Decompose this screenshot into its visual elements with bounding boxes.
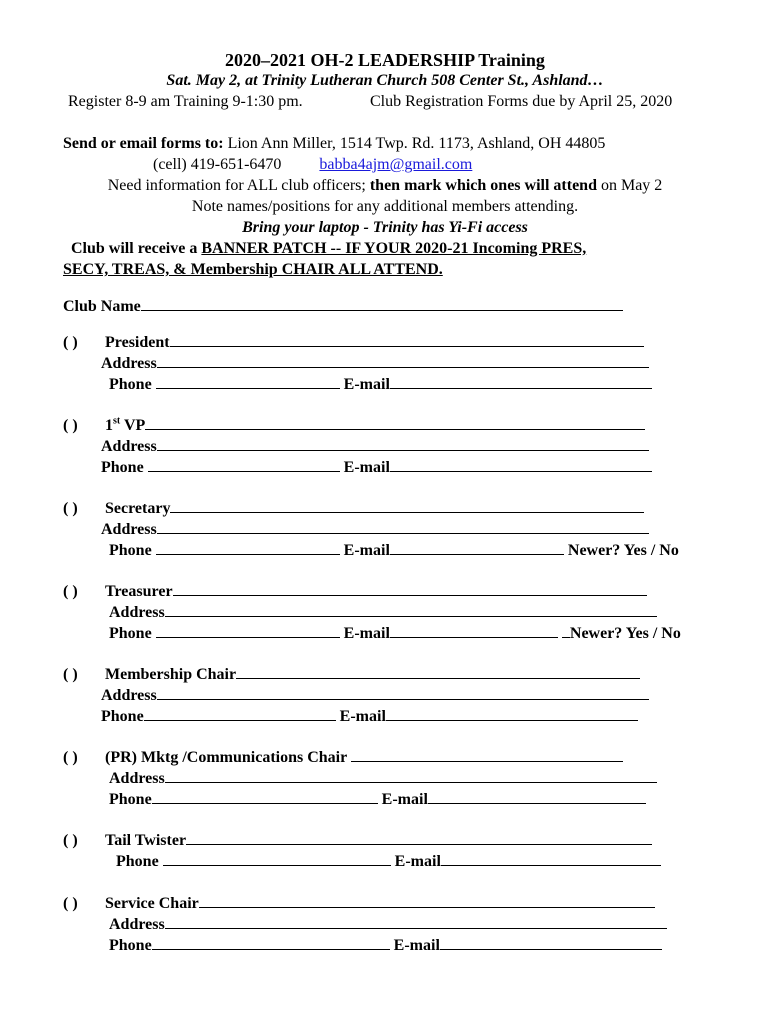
membership-address-field[interactable] [157, 685, 649, 700]
membership-name-field[interactable] [236, 664, 640, 679]
tail-phone-field[interactable] [163, 851, 391, 866]
email-label: E-mail [343, 376, 390, 393]
pr-name-field[interactable] [351, 747, 623, 762]
vp-number: 1 [105, 417, 113, 434]
secretary-row [63, 498, 644, 519]
banner-line-2: SECY, TREAS, & Membership CHAIR ALL ATTEND. [63, 261, 443, 278]
phone-label: Phone [109, 376, 152, 393]
vp-contact-row [101, 457, 652, 478]
membership-phone-field[interactable] [144, 706, 336, 721]
membership-row [63, 664, 640, 685]
secretary-phone-field[interactable] [156, 540, 340, 555]
treasurer-address-field[interactable] [165, 602, 657, 617]
service-checkbox[interactable]: ( ) [63, 895, 78, 912]
service-name-field[interactable] [199, 893, 655, 908]
page-title: 2020–2021 OH-2 LEADERSHIP Training [225, 50, 545, 70]
vp-checkbox[interactable]: ( ) [63, 417, 78, 434]
phone-label: Phone [109, 937, 152, 954]
treasurer-name-field[interactable] [173, 581, 647, 596]
address-label: Address [109, 916, 165, 933]
secretary-label: Secretary [105, 500, 171, 517]
treasurer-label: Treasurer [105, 583, 173, 600]
email-label: E-mail [343, 459, 390, 476]
club-name-row [63, 296, 623, 317]
service-email-field[interactable] [440, 935, 662, 950]
email-label: E-mail [393, 937, 440, 954]
vp-row [63, 415, 645, 436]
address-label: Address [109, 770, 165, 787]
membership-address-row [101, 685, 649, 706]
treasurer-newer-blank[interactable] [562, 623, 570, 638]
email-label: E-mail [343, 542, 390, 559]
membership-contact-row [101, 706, 638, 727]
president-address-row [101, 353, 649, 374]
treasurer-address-row [109, 602, 657, 623]
president-address-field[interactable] [157, 353, 649, 368]
due-date: Club Registration Forms due by April 25, 2020 [370, 93, 673, 110]
membership-email-field[interactable] [386, 706, 638, 721]
address-label: Address [101, 521, 157, 538]
vp-address-field[interactable] [157, 436, 649, 451]
president-row [63, 332, 644, 353]
banner-line-1 [71, 239, 586, 259]
pr-row [63, 747, 623, 768]
send-address: Lion Ann Miller, 1514 Twp. Rd. 1173, Ashland, OH 44805 [227, 135, 606, 152]
address-label: Address [101, 438, 157, 455]
address-label: Address [109, 604, 165, 621]
secretary-email-field[interactable] [390, 540, 564, 555]
email-label: E-mail [394, 853, 441, 870]
secretary-newer-option[interactable]: Newer? Yes / No [567, 542, 679, 559]
club-name-label: Club Name [63, 298, 141, 315]
pr-contact-row [109, 789, 646, 810]
president-label: President [105, 334, 170, 351]
tail-name-field[interactable] [186, 830, 652, 845]
register-times: Register 8-9 am Training 9-1:30 pm. [68, 93, 303, 110]
president-email-field[interactable] [390, 374, 652, 389]
phone-label: Phone [109, 625, 152, 642]
phone-label: Phone [109, 542, 152, 559]
info-text-c: on May 2 [600, 177, 663, 194]
secretary-contact-row [109, 540, 679, 561]
vp-superscript: st [113, 415, 121, 427]
treasurer-checkbox[interactable]: ( ) [63, 583, 78, 600]
pr-label: (PR) Mktg /Communications Chair [105, 749, 347, 766]
email-link[interactable]: babba4ajm@gmail.com [319, 156, 473, 173]
laptop-note: Bring your laptop - Trinity has Yi-Fi access [242, 219, 528, 236]
treasurer-email-field[interactable] [390, 623, 558, 638]
treasurer-row [63, 581, 647, 602]
membership-checkbox[interactable]: ( ) [63, 666, 78, 683]
secretary-address-field[interactable] [157, 519, 649, 534]
president-contact-row [109, 374, 652, 395]
club-name-field[interactable] [141, 296, 623, 311]
info-text-a: Need information for ALL club officers; [107, 177, 366, 194]
treasurer-phone-field[interactable] [156, 623, 340, 638]
pr-phone-field[interactable] [152, 789, 378, 804]
vp-email-field[interactable] [390, 457, 652, 472]
pr-address-field[interactable] [165, 768, 657, 783]
vp-name-field[interactable] [145, 415, 645, 430]
tail-contact-row [116, 851, 661, 872]
phone-label: Phone [101, 708, 144, 725]
info-text-b: then mark which ones will attend [369, 177, 597, 194]
address-label: Address [101, 687, 157, 704]
info-line-1 [0, 176, 770, 196]
secretary-address-row [101, 519, 649, 540]
tail-checkbox[interactable]: ( ) [63, 832, 78, 849]
treasurer-newer-option[interactable]: Newer? Yes / No [569, 625, 681, 642]
banner-text-a: Club will receive a [71, 240, 198, 257]
tail-email-field[interactable] [441, 851, 661, 866]
service-address-row [109, 914, 667, 935]
president-phone-field[interactable] [156, 374, 340, 389]
vp-address-row [101, 436, 649, 457]
address-label: Address [101, 355, 157, 372]
phone-label: Phone [109, 791, 152, 808]
send-label: Send or email forms to: [63, 135, 224, 152]
vp-label: VP [123, 417, 146, 434]
contact-line [153, 155, 472, 175]
pr-email-field[interactable] [428, 789, 646, 804]
service-contact-row [109, 935, 662, 956]
tail-row [63, 830, 652, 851]
pr-address-row [109, 768, 657, 789]
service-phone-field[interactable] [152, 935, 390, 950]
secretary-name-field[interactable] [170, 498, 644, 513]
banner-text-b: BANNER PATCH -- IF YOUR 2020-21 Incoming PRES, [201, 240, 587, 257]
service-address-field[interactable] [165, 914, 667, 929]
pr-checkbox[interactable]: ( ) [63, 749, 78, 766]
send-line [63, 134, 605, 154]
service-row [63, 893, 655, 914]
info-line-2: Note names/positions for any additional members attending. [191, 198, 579, 215]
phone-label: Phone [101, 459, 144, 476]
phone-label: Phone [116, 853, 159, 870]
email-label: E-mail [381, 791, 428, 808]
vp-phone-field[interactable] [148, 457, 340, 472]
membership-label: Membership Chair [105, 666, 237, 683]
event-subtitle: Sat. May 2, at Trinity Lutheran Church 508 Center St., Ashland… [166, 72, 604, 89]
service-label: Service Chair [105, 895, 199, 912]
email-label: E-mail [343, 625, 390, 642]
cell-phone: (cell) 419-651-6470 [153, 156, 282, 173]
treasurer-contact-row [109, 623, 681, 644]
email-label: E-mail [339, 708, 386, 725]
president-name-field[interactable] [170, 332, 644, 347]
tail-label: Tail Twister [105, 832, 187, 849]
president-checkbox[interactable]: ( ) [63, 334, 78, 351]
secretary-checkbox[interactable]: ( ) [63, 500, 78, 517]
